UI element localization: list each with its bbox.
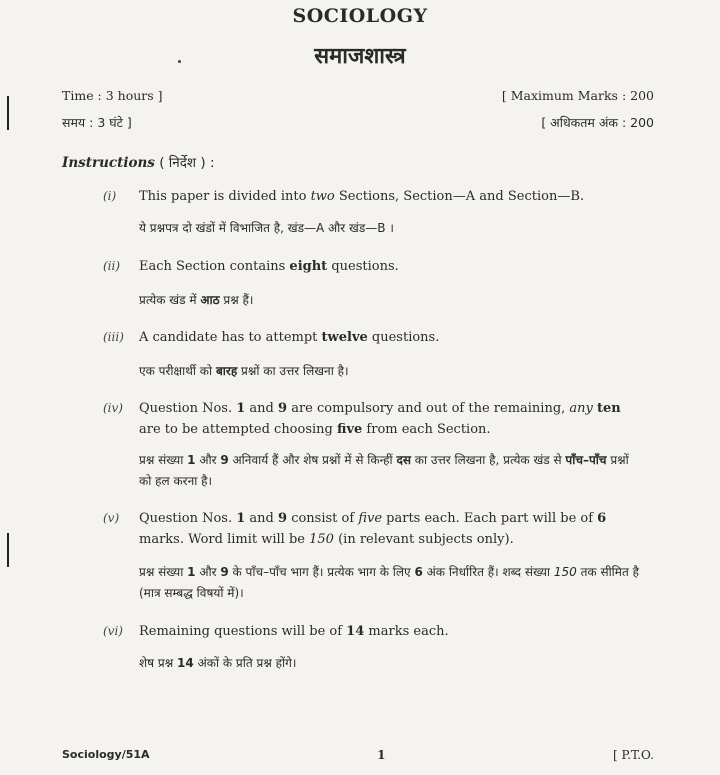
time-english: Time : 3 hours ] (62, 88, 163, 103)
instruction-text-english: Remaining questions will be of 14 marks each. (139, 624, 449, 639)
instructions-label-english: Instructions (62, 155, 155, 171)
instruction-hindi (103, 361, 643, 382)
instruction-hindi (103, 450, 643, 492)
instruction-hindi (103, 562, 643, 604)
instruction-english (103, 256, 643, 277)
max-marks-english: [ Maximum Marks : 200 (501, 88, 654, 103)
instruction-english (103, 398, 643, 440)
instruction-number: (vi) (103, 624, 123, 638)
instruction-number: (iii) (103, 330, 124, 344)
instruction-english (103, 186, 643, 207)
meta-row-english (62, 88, 654, 103)
paper-code: Sociology/51A (62, 748, 150, 761)
instruction-text-english: Each Section contains eight questions. (139, 259, 399, 274)
meta-row-hindi (62, 114, 654, 131)
instruction-text-hindi: शेष प्रश्न 14 अंकों के प्रति प्रश्न होंगे। (139, 656, 297, 670)
instruction-number: (i) (103, 189, 117, 203)
instruction-english (103, 621, 643, 642)
instruction-hindi (103, 290, 643, 311)
title-hindi: समाजशास्त्र (314, 44, 406, 69)
instruction-text-hindi: एक परीक्षार्थी को बारह प्रश्नों का उत्तर लिखना है। (139, 364, 349, 378)
instruction-text-english: A candidate has to attempt twelve questions. (139, 330, 440, 345)
margin-mark (7, 533, 9, 567)
instruction-text-hindi: प्रश्न संख्या 1 और 9 के पाँच–पाँच भाग हैं। प्रत्येक भाग के लिए 6 अंक निर्धारित हैं। शब्द संख्या 150 तक सीमित है (मात्र सम्बद्ध विषयों में)। (139, 565, 639, 600)
instruction-number: (iv) (103, 401, 123, 415)
instruction-number: (ii) (103, 259, 121, 273)
instructions-label-hindi: ( निर्देश ) : (159, 155, 215, 171)
instruction-text-hindi: ये प्रश्नपत्र दो खंडों में विभाजित है, खंड—A और खंड—B । (139, 221, 394, 235)
margin-mark (7, 96, 9, 130)
instruction-text-english: This paper is divided into two Sections, Section—A and Section—B. (139, 189, 584, 204)
instruction-number: (v) (103, 511, 120, 525)
instruction-text-hindi: प्रत्येक खंड में आठ प्रश्न हैं। (139, 293, 254, 307)
instruction-text-hindi: प्रश्न संख्या 1 और 9 अनिवार्य हैं और शेष प्रश्नों में से किन्हीं दस का उत्तर लिखना है, प्रत्येक खंड से पाँच–पाँच प्रश्नों को हल करना है। (139, 453, 629, 488)
instruction-english (103, 327, 643, 348)
instructions-heading (62, 153, 215, 171)
instruction-text-english: Question Nos. 1 and 9 consist of five parts each. Each part will be of 6 marks. Word limit will be 150 (in relevant subjects only). (139, 511, 607, 547)
max-marks-hindi: [ अधिकतम अंक : 200 (541, 115, 654, 130)
page-footer (62, 748, 654, 762)
instruction-hindi (103, 653, 643, 674)
title-english: SOCIOLOGY (292, 5, 428, 27)
instruction-text-english: Question Nos. 1 and 9 are compulsory and out of the remaining, any ten are to be attempted choosing five from each Section. (139, 401, 621, 437)
pto-label: [ P.T.O. (613, 748, 654, 762)
instruction-english (103, 508, 643, 550)
instruction-hindi (103, 218, 643, 239)
time-hindi: समय : 3 घंटे ] (62, 115, 132, 130)
page-number: 1 (377, 748, 386, 762)
